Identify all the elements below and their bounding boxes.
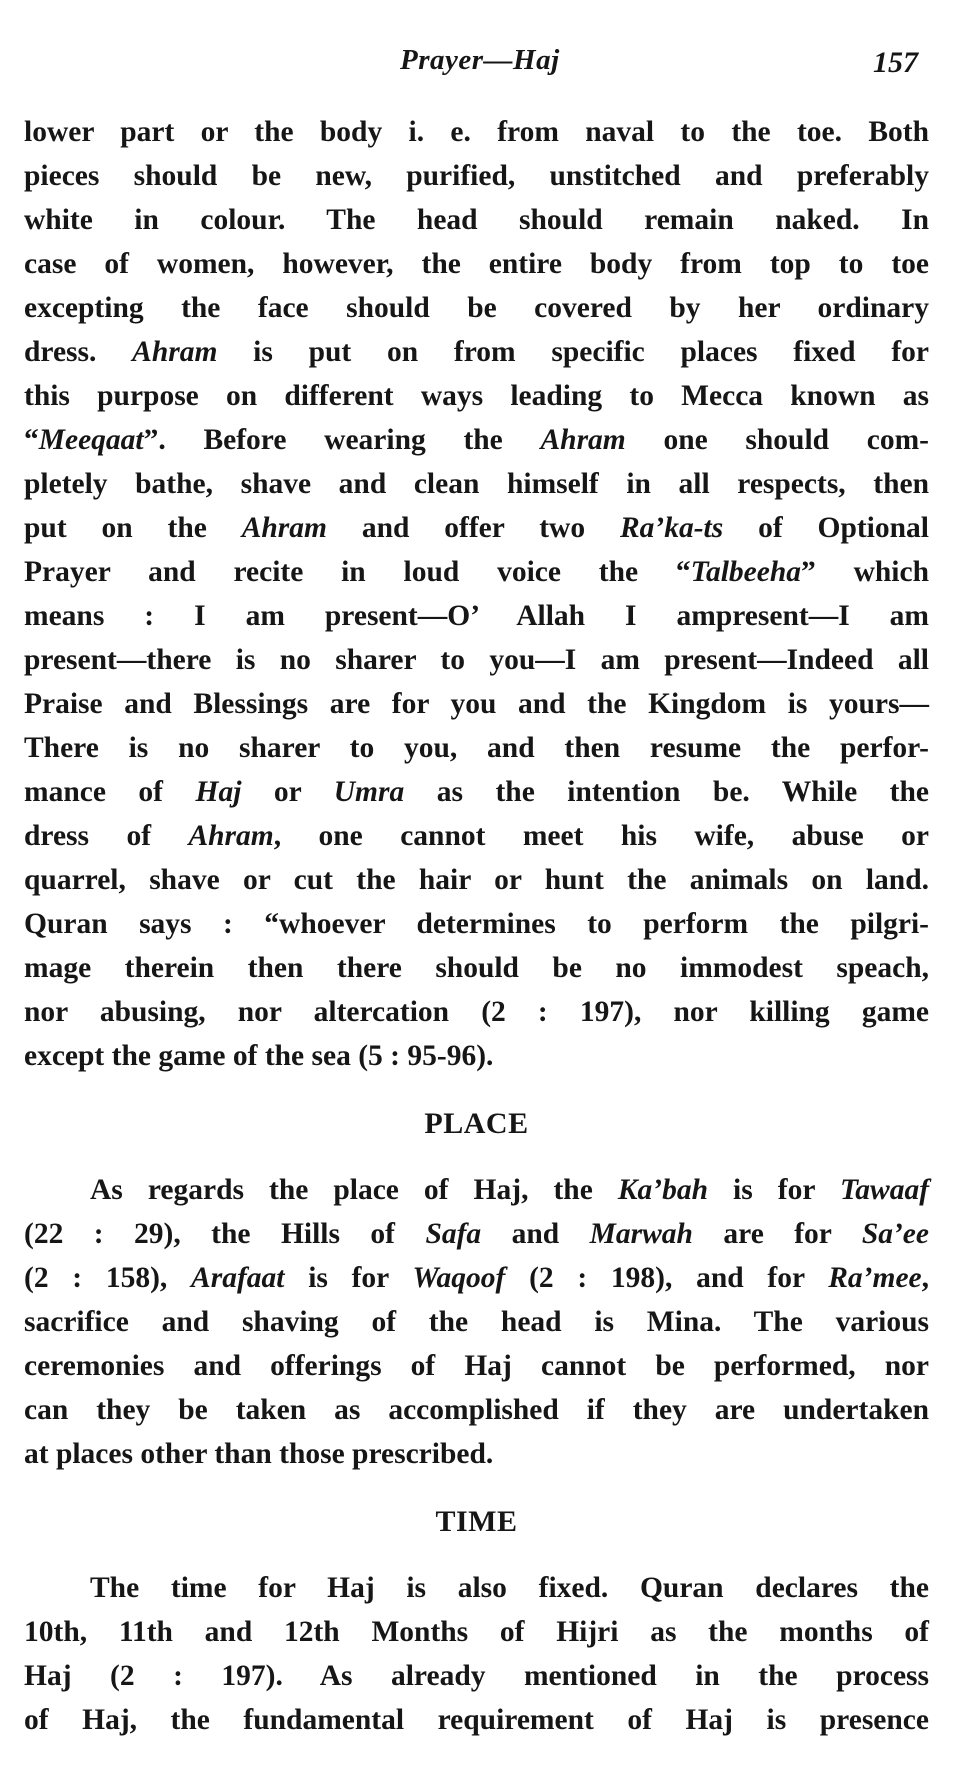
text-line: dress. Ahram is put on from specific places fixed for: [24, 336, 929, 368]
text-line: pieces should be new, purified, unstitched and preferably: [24, 160, 929, 192]
text-line: sacrifice and shaving of the head is Mina. The various: [24, 1306, 929, 1338]
running-title: Prayer—Haj: [400, 44, 560, 76]
text-line: There is no sharer to you, and then resume the perfor-: [24, 732, 929, 764]
italic-term: Ahram: [540, 424, 626, 456]
italic-term: Talbeeha: [690, 556, 802, 588]
text-line: except the game of the sea (5 : 95-96).: [24, 1040, 494, 1072]
running-header: [0, 44, 960, 84]
italic-term: Ahram: [241, 512, 327, 544]
italic-term: Safa: [425, 1218, 482, 1250]
italic-term: Sa’ee: [861, 1218, 929, 1250]
text-line: (2 : 158), Arafaat is for Waqoof (2 : 198), and for Ra’mee,: [24, 1262, 930, 1294]
text-line: means : I am present—O’ Allah I ampresent—I am: [24, 600, 929, 632]
text-line: Haj (2 : 197). As already mentioned in the process: [24, 1660, 929, 1692]
italic-term: Umra: [333, 776, 405, 808]
text-line: quarrel, shave or cut the hair or hunt the animals on land.: [24, 864, 929, 896]
italic-term: Marwah: [589, 1218, 693, 1250]
text-line: mance of Haj or Umra as the intention be. While the: [24, 776, 929, 808]
text-line: put on the Ahram and offer two Ra’ka-ts of Optional: [24, 512, 929, 544]
section-heading-place: PLACE: [424, 1107, 529, 1140]
italic-term: Tawaaf: [839, 1174, 930, 1206]
text-line: ceremonies and offerings of Haj cannot be performed, nor: [24, 1350, 929, 1382]
paragraph-place: [24, 1168, 929, 1476]
text-line: at places other than those prescribed.: [24, 1438, 494, 1470]
text-line: mage therein then there should be no immodest speach,: [24, 952, 929, 984]
italic-term: Meeqaat: [38, 424, 144, 456]
text-line: lower part or the body i. e. from naval to the toe. Both: [24, 116, 929, 148]
text-line: can they be taken as accomplished if they are undertaken: [24, 1394, 929, 1426]
paragraph-time: [24, 1566, 929, 1742]
text-line: Praise and Blessings are for you and the Kingdom is yours—: [24, 688, 929, 720]
text-line: Prayer and recite in loud voice the “Talbeeha” which: [24, 556, 929, 588]
text-line: dress of Ahram, one cannot meet his wife, abuse or: [24, 820, 929, 852]
italic-term: Ahram: [188, 820, 274, 852]
text-line: excepting the face should be covered by her ordinary: [24, 292, 929, 324]
text-line: nor abusing, nor altercation (2 : 197), nor killing game: [24, 996, 929, 1028]
text-line: of Haj, the fundamental requirement of Haj is presence: [24, 1704, 929, 1736]
italic-term: Waqoof: [412, 1262, 506, 1294]
italic-term: Ka’bah: [617, 1174, 709, 1206]
italic-term: Ra’ka-ts: [619, 512, 724, 544]
text-line: white in colour. The head should remain naked. In: [24, 204, 929, 236]
text-line: As regards the place of Haj, the Ka’bah is for Tawaaf: [90, 1174, 930, 1206]
text-line: (22 : 29), the Hills of Safa and Marwah are for Sa’ee: [24, 1218, 929, 1250]
text-line: present—there is no sharer to you—I am present—Indeed all: [24, 644, 929, 676]
text-line: case of women, however, the entire body from top to toe: [24, 248, 929, 280]
section-heading-time: TIME: [435, 1505, 518, 1538]
text-line: The time for Haj is also fixed. Quran declares the: [90, 1572, 929, 1604]
italic-term: Ahram: [132, 336, 218, 368]
body-text: [24, 110, 929, 1742]
text-line: 10th, 11th and 12th Months of Hijri as the months of: [24, 1616, 929, 1648]
text-line: pletely bathe, shave and clean himself in all respects, then: [24, 468, 929, 500]
italic-term: Haj: [195, 776, 242, 808]
text-line: Quran says : “whoever determines to perform the pilgri-: [24, 908, 929, 940]
text-line: this purpose on different ways leading to Mecca known as: [24, 380, 929, 412]
paragraph-continuation: [24, 110, 929, 1078]
italic-term: Ra’mee: [828, 1262, 922, 1294]
page-number: 157: [873, 46, 918, 79]
text-line: “Meeqaat”. Before wearing the Ahram one should com-: [24, 424, 929, 456]
italic-term: Arafaat: [191, 1262, 285, 1294]
